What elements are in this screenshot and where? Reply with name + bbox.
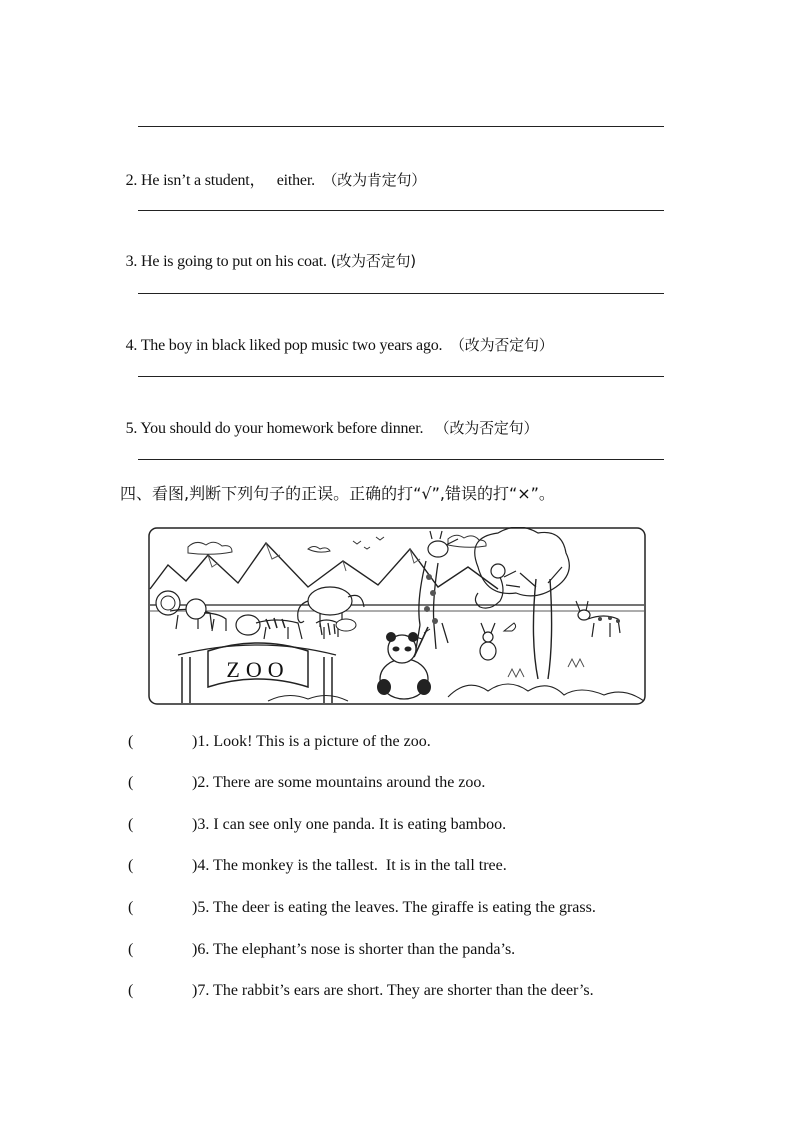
judge-item-7-text: 7. The rabbit’s ears are short. They are shorter than the deer’s.: [197, 982, 594, 999]
section-4-title: 四、看图,判断下列句子的正误。正确的打“√”,错误的打“×”。: [120, 484, 555, 503]
judge-item-5[interactable]: [128, 899, 596, 917]
answer-paren-2[interactable]: (: [128, 774, 134, 791]
rewrite-item-2: [118, 149, 426, 190]
judge-item-2[interactable]: [128, 774, 485, 792]
judge-item-3-close-paren: ): [192, 816, 198, 833]
judge-item-6[interactable]: [128, 941, 515, 959]
judge-item-3-text: 3. I can see only one panda. It is eating bamboo.: [197, 816, 507, 833]
judge-item-4[interactable]: [128, 857, 507, 875]
judge-item-1-text: 1. Look! This is a picture of the zoo.: [197, 733, 431, 750]
answer-line-1[interactable]: [138, 126, 664, 127]
rewrite-item-4: [118, 316, 554, 355]
answer-paren-6[interactable]: (: [128, 941, 134, 958]
rewrite-item-3-instruction: (改为否定句): [330, 252, 416, 270]
answer-paren-3[interactable]: (: [128, 816, 134, 833]
judge-item-2-text: 2. There are some mountains around the zoo.: [197, 774, 486, 791]
zoo-picture: [148, 527, 646, 705]
answer-paren-4[interactable]: (: [128, 857, 134, 874]
zoo-sign-text: ZOO: [226, 657, 290, 682]
judge-item-6-text: 6. The elephant’s nose is shorter than the panda’s.: [197, 941, 516, 958]
judge-item-5-text: 5. The deer is eating the leaves. The giraffe is eating the grass.: [197, 899, 596, 916]
answer-paren-7[interactable]: (: [128, 982, 134, 999]
rewrite-item-2-en: 2. He isn’t a student， either.: [125, 172, 315, 189]
rewrite-item-2-instruction: （改为肯定句）: [322, 171, 427, 189]
judge-item-4-close-paren: ): [192, 857, 198, 874]
rewrite-item-3-en: 3. He is going to put on his coat.: [125, 253, 327, 270]
judge-item-7[interactable]: [128, 982, 594, 1000]
judge-item-6-close-paren: ): [192, 941, 198, 958]
answer-line-2[interactable]: [138, 210, 664, 211]
judge-item-5-close-paren: ): [192, 899, 198, 916]
answer-line-3[interactable]: [138, 293, 664, 294]
judge-item-4-text: 4. The monkey is the tallest. It is in the tall tree.: [197, 857, 507, 874]
judge-item-2-close-paren: ): [192, 774, 198, 791]
rewrite-item-4-instruction: （改为否定句）: [449, 336, 554, 354]
rewrite-item-5-en: 5. You should do your homework before dinner.: [125, 420, 424, 437]
answer-line-4[interactable]: [138, 376, 664, 377]
judge-item-1[interactable]: [128, 733, 431, 751]
judge-item-1-close-paren: ): [192, 733, 198, 750]
judge-item-3[interactable]: [128, 816, 506, 834]
rewrite-item-5: [118, 399, 538, 438]
answer-line-5[interactable]: [138, 459, 664, 460]
rewrite-item-5-instruction: （改为否定句）: [434, 419, 539, 437]
rewrite-item-4-en: 4. The boy in black liked pop music two years ago.: [125, 337, 443, 354]
judge-item-7-close-paren: ): [192, 982, 198, 999]
answer-paren-5[interactable]: (: [128, 899, 134, 916]
answer-paren-1[interactable]: (: [128, 733, 134, 750]
rewrite-item-3: [118, 232, 416, 271]
